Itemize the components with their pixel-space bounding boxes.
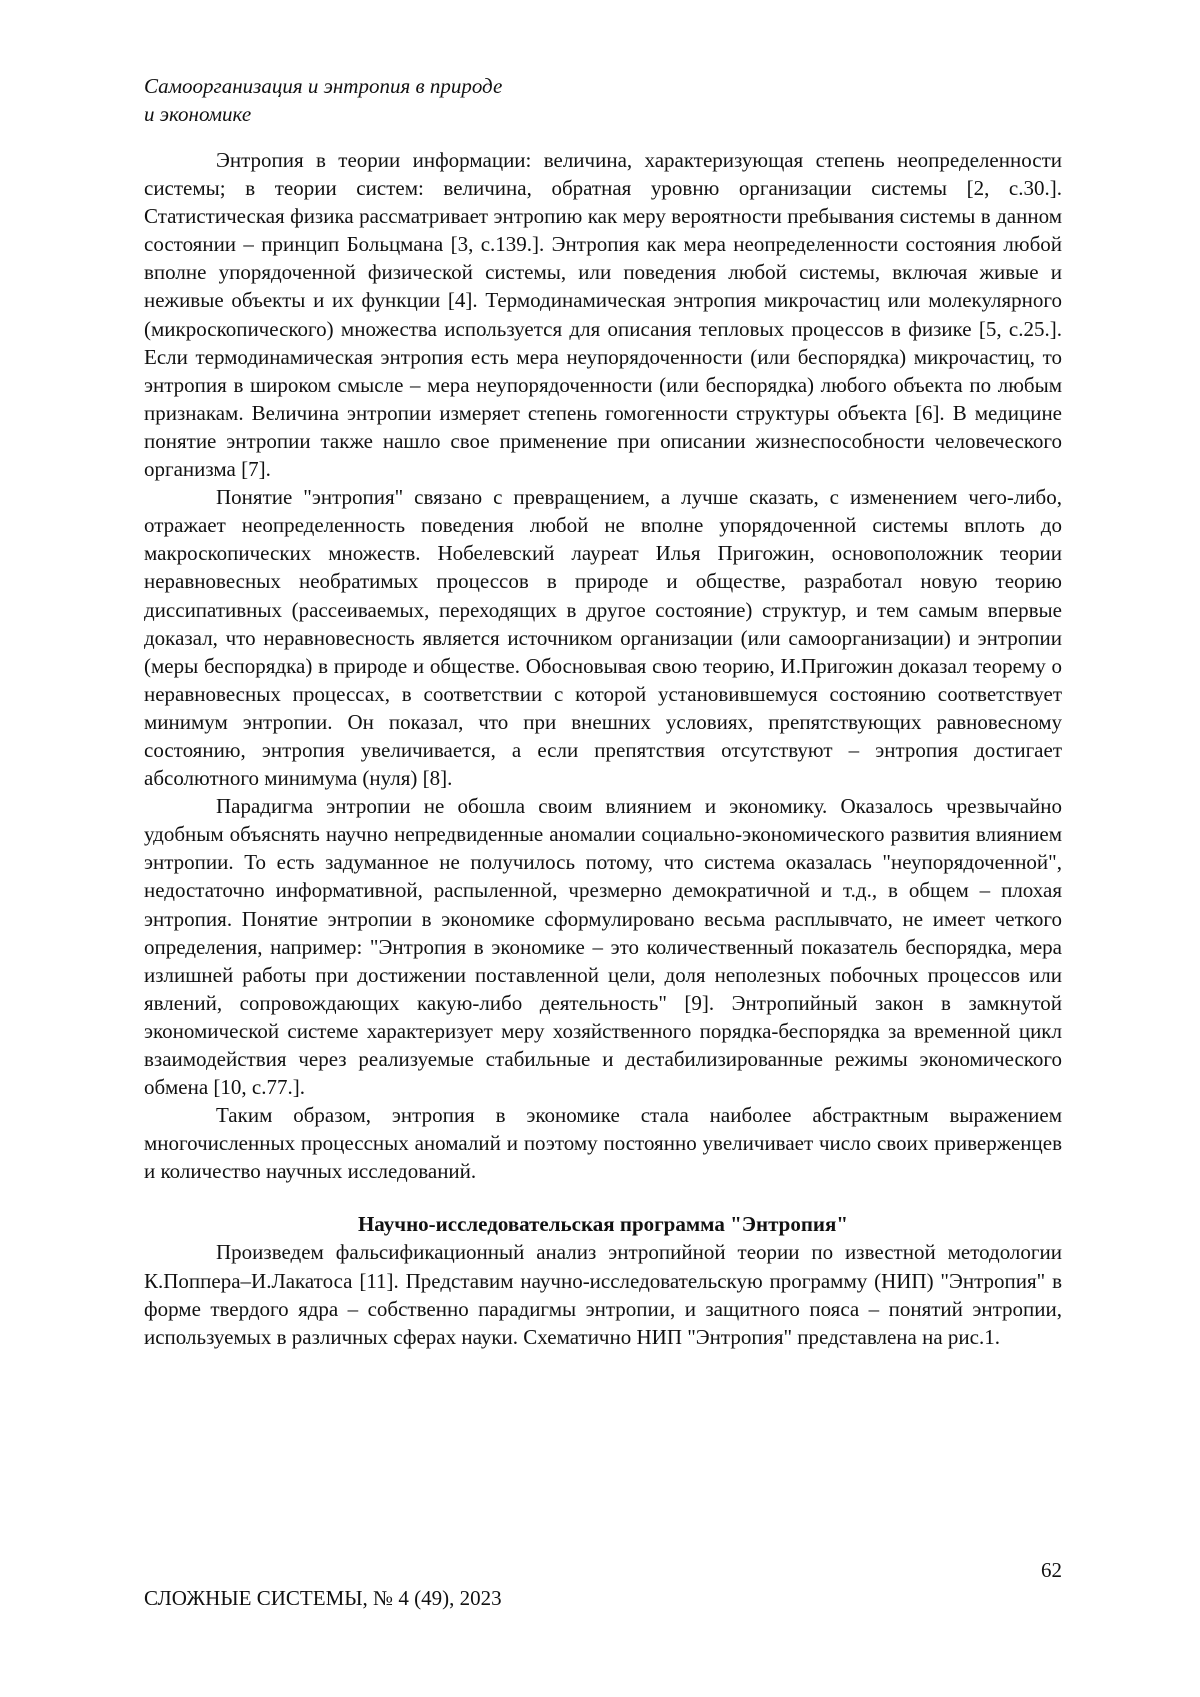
- running-header-line-1: Самоорганизация и энтропия в природе: [144, 72, 502, 100]
- section-paragraph: Произведем фальсификационный анализ энтропийной теории по известной методологии К.Поппера–И.Лакатоса [11]. Представим научно-исследовательскую программу (НИП) "Энтропия" в форме твердого ядра – собственно парадигмы энтропии, и защитного пояса – понятий энтропии, используемых в различных сферах науки. Схематично НИП "Энтропия" представлена на рис.1.: [144, 1238, 1062, 1350]
- running-header-line-2: и экономике: [144, 100, 502, 128]
- body-paragraph-2: Понятие "энтропия" связано с превращением, а лучше сказать, с изменением чего-либо, отражает неопределенность поведения любой не вполне упорядоченной системы вплоть до макроскопических множеств. Нобелевский лауреат Илья Пригожин, основоположник теории неравновесных необратимых процессов в природе и обществе, разработал новую теорию диссипативных (рассеиваемых, переходящих в другое состояние) структур, и тем самым впервые доказал, что неравновесность является источником организации (или самоорганизации) и энтропии (меры беспорядка) в природе и обществе. Обосновывая свою теорию, И.Пригожин доказал теорему о неравновесных процессах, в соответствии с которой установившемуся состоянию соответствует минимум энтропии. Он показал, что при внешних условиях, препятствующих равновесному состоянию, энтропия увеличивается, а если препятствия отсутствуют – энтропия достигает абсолютного минимума (нуля) [8].: [144, 483, 1062, 792]
- journal-footer: СЛОЖНЫЕ СИСТЕМЫ, № 4 (49), 2023: [144, 1584, 502, 1612]
- article-body: [144, 146, 1062, 1351]
- body-paragraph-3: Парадигма энтропии не обошла своим влиянием и экономику. Оказалось чрезвычайно удобным объяснять научно непредвиденные аномалии социально-экономического развития влиянием энтропии. То есть задуманное не получилось потому, что система оказалась "неупорядоченной", недостаточно информативной, распыленной, чрезмерно демократичной и т.д., в общем – плохая энтропия. Понятие энтропии в экономике сформулировано весьма расплывчато, не имеет четкого определения, например: "Энтропия в экономике – это количественный показатель беспорядка, мера излишней работы при достижении поставленной цели, доля неполезных побочных процессов или явлений, сопровождающих какую-либо деятельность" [9]. Энтропийный закон в замкнутой экономической системе характеризует меру хозяйственного порядка-беспорядка за временной цикл взаимодействия через реализуемые стабильные и дестабилизированные режимы экономического обмена [10, с.77.].: [144, 792, 1062, 1101]
- section-heading: Научно-исследовательская программа "Энтропия": [144, 1210, 1062, 1238]
- running-header: [144, 72, 502, 128]
- body-paragraph-4: Таким образом, энтропия в экономике стала наиболее абстрактным выражением многочисленных процессных аномалий и поэтому постоянно увеличивает число своих приверженцев и количество научных исследований.: [144, 1101, 1062, 1185]
- page-number: 62: [1041, 1556, 1062, 1584]
- body-paragraph-1: Энтропия в теории информации: величина, характеризующая степень неопределенности системы; в теории систем: величина, обратная уровню организации системы [2, с.30.]. Статистическая физика рассматривает энтропию как меру вероятности пребывания системы в данном состоянии – принцип Больцмана [3, с.139.]. Энтропия как мера неопределенности состояния любой вполне упорядоченной физической системы, или поведения любой системы, включая живые и неживые объекты и их функции [4]. Термодинамическая энтропия микрочастиц или молекулярного (микроскопического) множества используется для описания тепловых процессов в физике [5, с.25.]. Если термодинамическая энтропия есть мера неупорядоченности (или беспорядка) микрочастиц, то энтропия в широком смысле – мера неупорядоченности (или беспорядка) любого объекта по любым признакам. Величина энтропии измеряет степень гомогенности структуры объекта [6]. В медицине понятие энтропии также нашло свое применение при описании жизнеспособности человеческого организма [7].: [144, 146, 1062, 483]
